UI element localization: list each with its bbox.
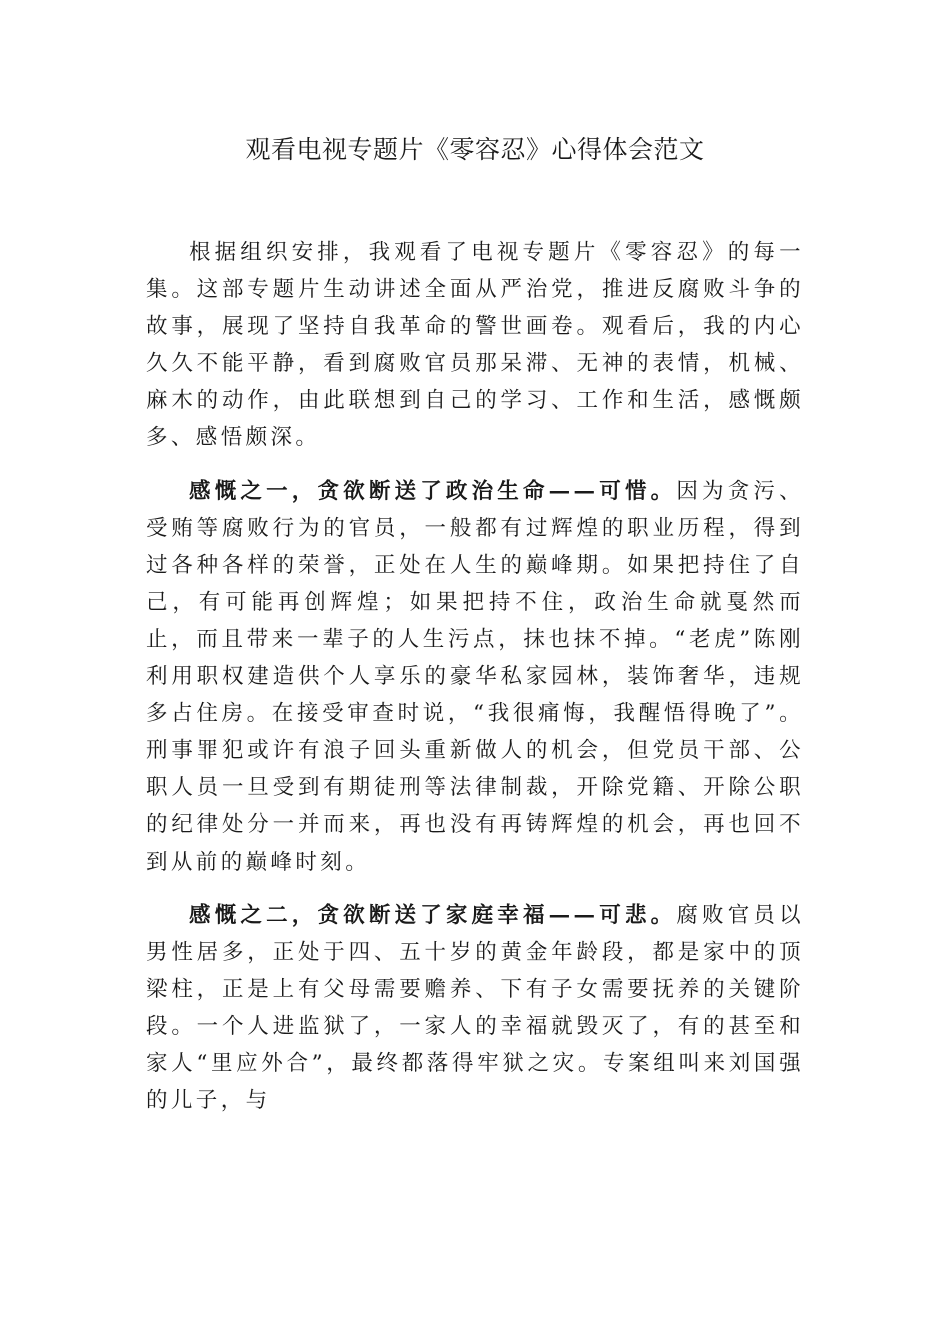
paragraph-text: 因为贪污、受贿等腐败行为的官员，一般都有过辉煌的职业历程，得到过各种各样的荣誉，正处在人生的巅峰期。如果把持住了自己，有可能再创辉煌；如果把持不住，政治生命就戛然而止，而且带来一辈子的人生污点，抹也抹不掉。“老虎”陈刚利用职权建造供个人享乐的豪华私家园林，装饰奢华，违规多占住房。在接受审查时说，“我很痛悔，我醒悟得晚了”。刑事罪犯或许有浪子回头重新做人的机会，但党员干部、公职人员一旦受到有期徒刑等法律制裁，开除党籍、开除公职的纪律处分一并而来，再也没有再铸辉煌的机会，再也回不到从前的巅峰时刻。 [146, 478, 804, 875]
paragraph-intro [146, 234, 804, 457]
paragraph-text: 根据组织安排，我观看了电视专题片《零容忍》的每一集。这部专题片生动讲述全面从严治党，推进反腐败斗争的故事，展现了坚持自我革命的警世画卷。观看后，我的内心久久不能平静，看到腐败官员那呆滞、无神的表情，机械、麻木的动作，由此联想到自己的学习、工作和生活，感慨颇多、感悟颇深。 [146, 240, 804, 451]
paragraph-reflection-one [146, 473, 804, 881]
document-body [146, 234, 804, 1119]
paragraph-reflection-two [146, 897, 804, 1120]
paragraph-lead: 感慨之一，贪欲断送了政治生命——可惜。 [189, 478, 677, 504]
paragraph-lead: 感慨之二，贪欲断送了家庭幸福——可悲。 [189, 902, 677, 928]
paragraph-text: 腐败官员以男性居多，正处于四、五十岁的黄金年龄段，都是家中的顶梁柱，正是上有父母需要赡养、下有子女需要抚养的关键阶段。一个人进监狱了，一家人的幸福就毁灭了，有的甚至和家人“里应外合”，最终都落得牢狱之灾。专案组叫来刘国强的儿子，与 [146, 902, 804, 1114]
document-title: 观看电视专题片《零容忍》心得体会范文 [245, 135, 705, 164]
